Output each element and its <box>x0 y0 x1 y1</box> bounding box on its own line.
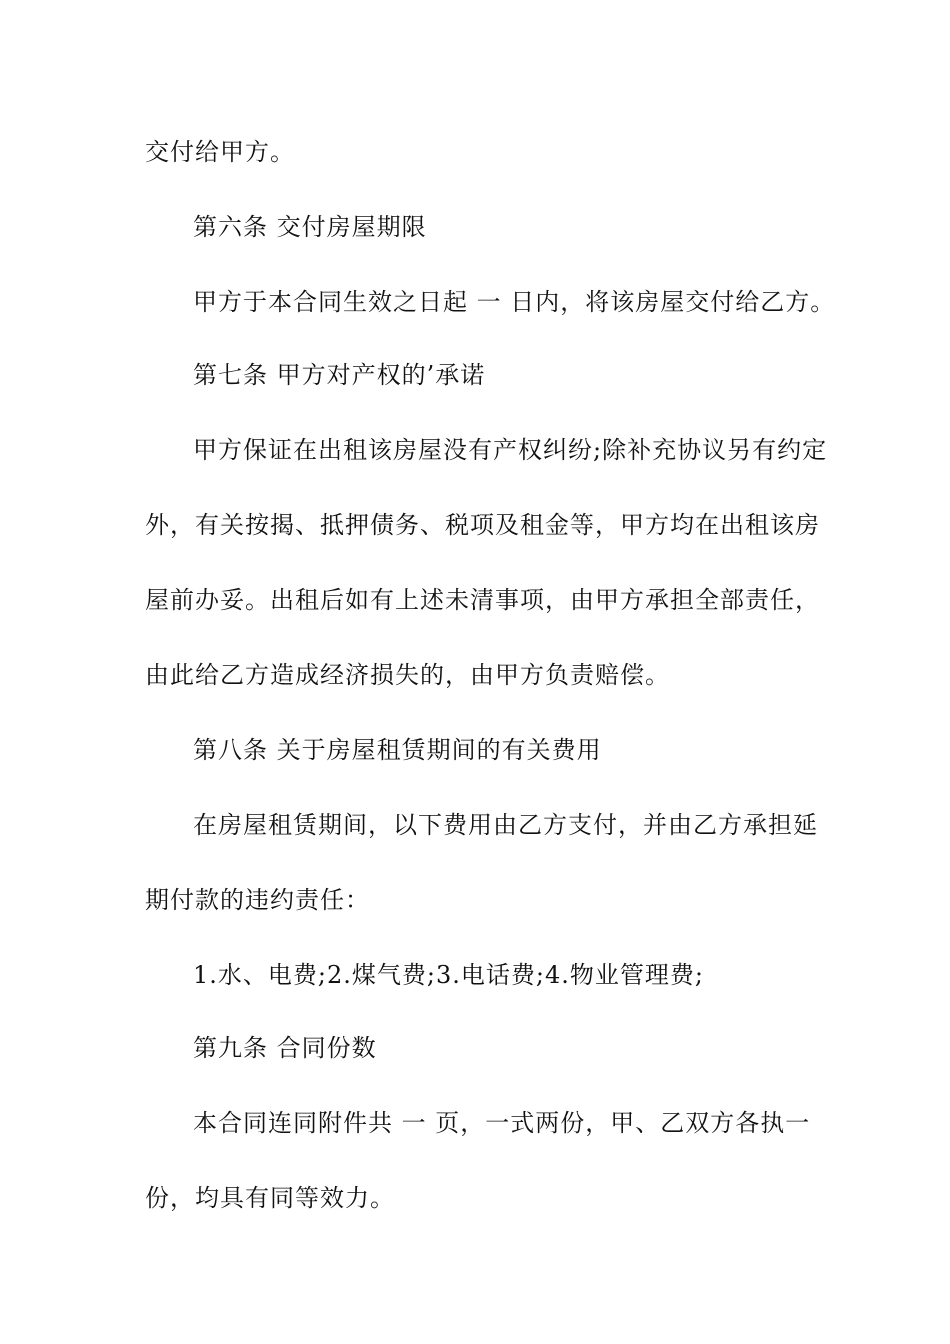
paragraph-line: 份，均具有同等效力。 <box>145 1184 395 1212</box>
paragraph-line: 外，有关按揭、抵押债务、税项及租金等，甲方均在出租该房 <box>145 511 820 539</box>
section-heading-9: 第九条 合同份数 <box>193 1034 377 1062</box>
section-heading-8: 第八条 关于房屋租赁期间的有关费用 <box>193 736 602 764</box>
paragraph-line: 交付给甲方。 <box>145 138 295 166</box>
paragraph-line: 在房屋租赁期间，以下费用由乙方支付，并由乙方承担延 <box>193 811 818 839</box>
paragraph-line: 甲方于本合同生效之日起 一 日内，将该房屋交付给乙方。 <box>193 288 836 316</box>
paragraph-line: 由此给乙方造成经济损失的，由甲方负责赔偿。 <box>145 661 670 689</box>
paragraph-line: 甲方保证在出租该房屋没有产权纠纷;除补充协议另有约定 <box>193 436 828 464</box>
fee-list-line: 1.水、电费;2.煤气费;3.电话费;4.物业管理费; <box>193 961 704 989</box>
section-heading-6: 第六条 交付房屋期限 <box>193 213 427 241</box>
paragraph-line: 期付款的违约责任： <box>145 886 370 914</box>
paragraph-line: 本合同连同附件共 一 页，一式两份，甲、乙双方各执一 <box>193 1109 811 1137</box>
paragraph-line: 屋前办妥。出租后如有上述未清事项，由甲方承担全部责任， <box>145 586 820 614</box>
section-heading-7: 第七条 甲方对产权的’承诺 <box>193 361 486 389</box>
